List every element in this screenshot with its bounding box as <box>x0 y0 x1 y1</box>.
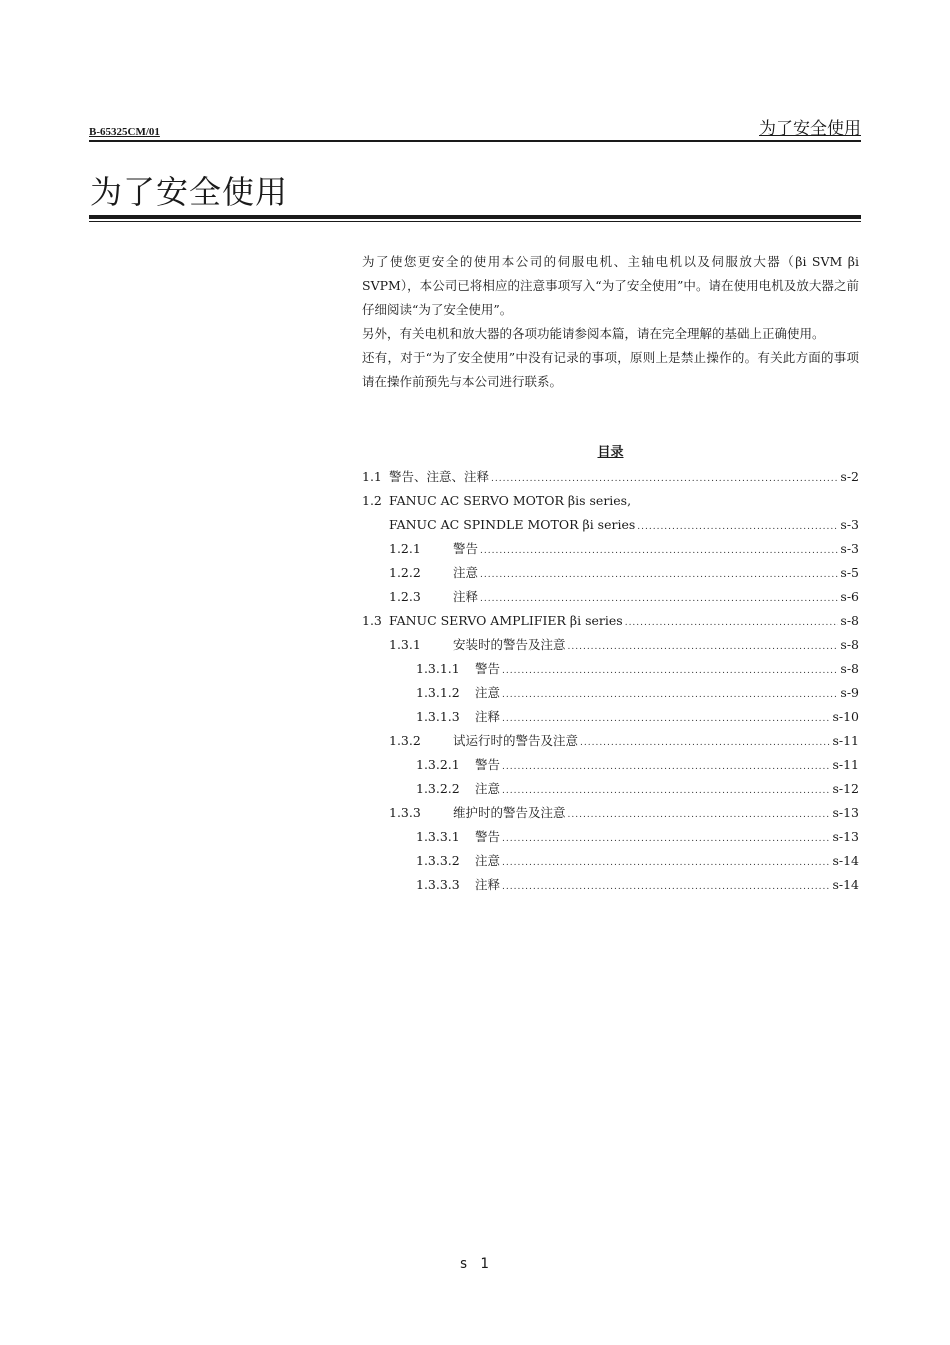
toc-entry[interactable] <box>362 633 859 657</box>
toc-entry[interactable] <box>362 609 859 633</box>
toc-entry[interactable] <box>362 777 859 801</box>
toc-entry-title: 警告 <box>475 661 501 676</box>
toc-entry-title: FANUC AC SERVO MOTOR βis series, <box>389 493 632 508</box>
toc-entry-title: FANUC AC SPINDLE MOTOR βi series <box>389 517 636 532</box>
toc-entry[interactable] <box>362 561 859 585</box>
toc-entry-page: s-9 <box>840 685 859 700</box>
toc-entry-number: 1.3 <box>362 613 382 628</box>
toc-entry[interactable] <box>362 513 859 537</box>
intro-paragraph-1: 为了使您更安全的使用本公司的伺服电机、主轴电机以及伺服放大器（βi SVM βi SVPM），本公司已将相应的注意事项写入“为了安全使用”中。请在使用电机及放大器之前仔细阅读“为了安全使用”。 <box>362 254 859 317</box>
toc-entry-title: 注意 <box>475 685 501 700</box>
toc-entry-page: s-5 <box>840 565 859 580</box>
intro-paragraph-3: 还有，对于“为了安全使用”中没有记录的事项，原则上是禁止操作的。有关此方面的事项请在操作前预先与本公司进行联系。 <box>362 350 859 389</box>
toc-entry[interactable] <box>362 801 859 825</box>
toc-leader-dots <box>568 803 831 827</box>
toc-entry[interactable] <box>362 681 859 705</box>
toc-entry-title: 警告 <box>453 541 479 556</box>
intro-paragraph-2: 另外，有关电机和放大器的各项功能请参阅本篇，请在完全理解的基础上正确使用。 <box>362 326 825 341</box>
toc-leader-dots <box>502 755 830 779</box>
toc-entry[interactable] <box>362 825 859 849</box>
toc-heading <box>362 442 859 464</box>
page-title: 为了安全使用 <box>90 173 289 211</box>
toc-entry-page: s-14 <box>832 853 859 868</box>
toc-entry-page: s-13 <box>832 829 859 844</box>
toc-entry-number: 1.3.2 <box>389 733 421 748</box>
document-code: B-65325CM/01 <box>89 126 160 138</box>
toc-entry[interactable] <box>362 585 859 609</box>
toc-entry-number: 1.3.1.1 <box>416 661 460 676</box>
intro-text <box>362 250 859 394</box>
page-number: s 1 <box>459 1256 491 1272</box>
toc-leader-dots <box>580 731 830 755</box>
toc-entry[interactable] <box>362 873 859 897</box>
toc-entry-title: 注释 <box>475 709 501 724</box>
toc-entry-page: s-12 <box>832 781 859 796</box>
toc-leader-dots <box>480 563 838 587</box>
page-header <box>89 116 861 142</box>
toc-entry-number: 1.3.1 <box>389 637 421 652</box>
title-rule-thin <box>89 221 861 222</box>
toc-entry-title: 注释 <box>453 589 479 604</box>
header-title: 为了安全使用 <box>759 119 861 139</box>
toc-entry-number: 1.2.2 <box>389 565 421 580</box>
toc-entry-title: 试运行时的警告及注意 <box>453 733 579 748</box>
toc-entry-number: 1.2 <box>362 493 382 508</box>
toc-entry-title: 注释 <box>475 877 501 892</box>
table-of-contents <box>362 465 859 897</box>
toc-entry-title: 警告 <box>475 829 501 844</box>
toc-entry-number: 1.2.3 <box>389 589 421 604</box>
toc-entry-title: 维护时的警告及注意 <box>453 805 566 820</box>
toc-entry[interactable] <box>362 729 859 753</box>
toc-leader-dots <box>502 875 830 899</box>
toc-leader-dots <box>637 515 838 539</box>
toc-entry-title: 警告 <box>475 757 501 772</box>
toc-entry[interactable] <box>362 705 859 729</box>
toc-leader-dots <box>480 587 838 611</box>
toc-entry-number: 1.3.3.3 <box>416 877 460 892</box>
toc-entry-page: s-3 <box>840 517 859 532</box>
toc-entry-number: 1.1 <box>362 469 382 484</box>
toc-leader-dots <box>625 611 839 635</box>
toc-entry-title: 注意 <box>475 781 501 796</box>
toc-entry-page: s-3 <box>840 541 859 556</box>
toc-heading-text: 目录 <box>597 445 624 460</box>
toc-entry-page: s-10 <box>832 709 859 724</box>
toc-entry-number: 1.3.2.2 <box>416 781 460 796</box>
toc-leader-dots <box>502 827 830 851</box>
toc-leader-dots <box>502 659 838 683</box>
toc-entry-number: 1.3.2.1 <box>416 757 460 772</box>
toc-entry-title: 警告、注意、注释 <box>389 469 490 484</box>
toc-entry[interactable] <box>362 465 859 489</box>
toc-entry[interactable] <box>362 489 859 513</box>
toc-entry-page: s-6 <box>840 589 859 604</box>
toc-entry-title: 安装时的警告及注意 <box>453 637 566 652</box>
toc-leader-dots <box>480 539 838 563</box>
toc-leader-dots <box>502 707 830 731</box>
toc-entry-page: s-8 <box>840 637 859 652</box>
toc-entry-page: s-2 <box>840 469 859 484</box>
toc-entry-page: s-8 <box>840 661 859 676</box>
toc-entry-title: 注意 <box>475 853 501 868</box>
toc-entry-page: s-13 <box>832 805 859 820</box>
toc-entry-page: s-11 <box>832 733 859 748</box>
title-rule-thick <box>89 215 861 219</box>
toc-leader-dots <box>491 467 838 491</box>
toc-leader-dots <box>502 683 838 707</box>
toc-entry-number: 1.3.3.1 <box>416 829 460 844</box>
toc-entry[interactable] <box>362 537 859 561</box>
toc-entry-number: 1.3.3.2 <box>416 853 460 868</box>
toc-entry[interactable] <box>362 657 859 681</box>
toc-entry-number: 1.3.3 <box>389 805 421 820</box>
toc-entry-page: s-8 <box>840 613 859 628</box>
toc-entry[interactable] <box>362 753 859 777</box>
toc-leader-dots <box>502 779 830 803</box>
toc-leader-dots <box>502 851 830 875</box>
toc-entry-title: 注意 <box>453 565 479 580</box>
toc-entry-number: 1.2.1 <box>389 541 421 556</box>
toc-entry[interactable] <box>362 849 859 873</box>
toc-leader-dots <box>568 635 839 659</box>
toc-entry-number: 1.3.1.3 <box>416 709 460 724</box>
toc-entry-number: 1.3.1.2 <box>416 685 460 700</box>
toc-entry-page: s-14 <box>832 877 859 892</box>
toc-entry-title: FANUC SERVO AMPLIFIER βi series <box>389 613 623 628</box>
toc-entry-page: s-11 <box>832 757 859 772</box>
